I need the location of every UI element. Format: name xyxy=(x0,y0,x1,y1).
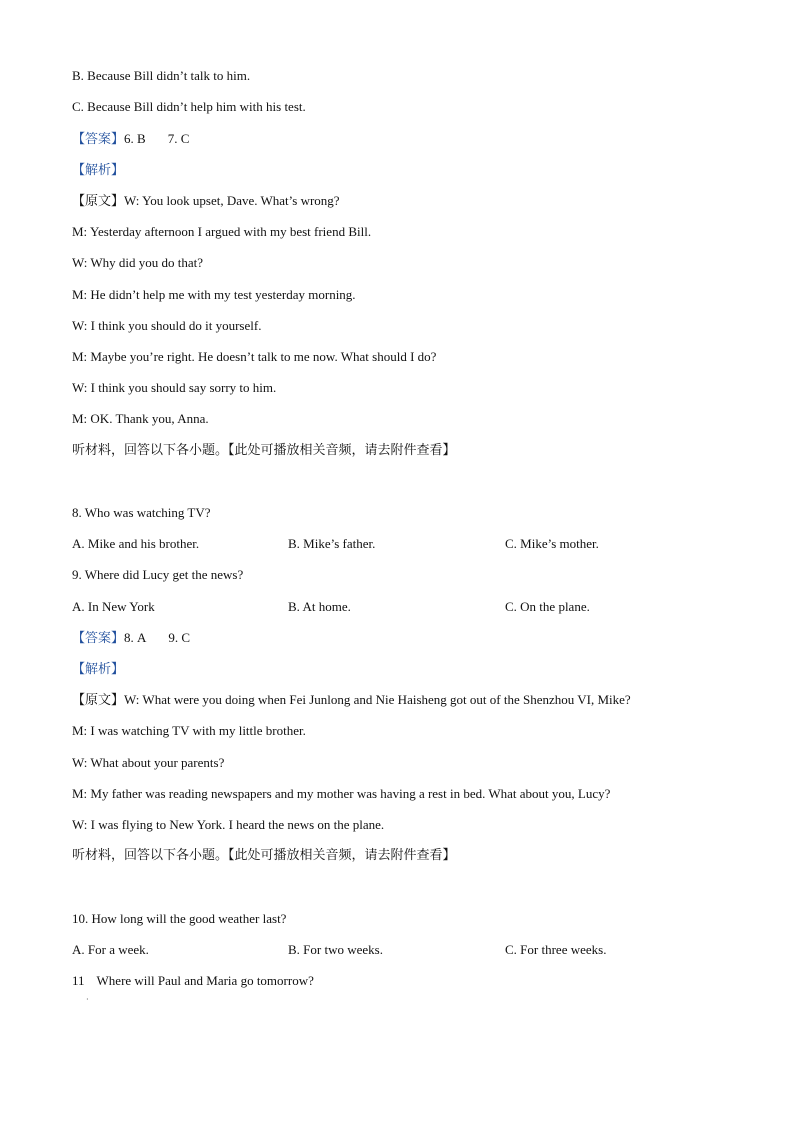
transcript-line: W: I think you should do it yourself. xyxy=(72,318,262,333)
answer-value: 8. A xyxy=(124,630,147,645)
transcript-line: M: Maybe you’re right. He doesn’t talk to me now. What should I do? xyxy=(72,349,437,364)
transcript-label: 【原文】 xyxy=(72,693,125,708)
question-11 xyxy=(72,973,314,989)
question-8-option-c: C. Mike’s mother. xyxy=(505,536,599,551)
transcript-text: W: You look upset, Dave. What’s wrong? xyxy=(124,193,340,208)
transcript-text: W: What were you doing when Fei Junlong and Nie Haisheng got out of the Shenzhou VI, Mike? xyxy=(124,692,631,707)
transcript-line: W: I think you should say sorry to him. xyxy=(72,380,277,395)
stray-dot: · xyxy=(86,995,89,1004)
question-9-option-a: A. In New York xyxy=(72,599,155,614)
answer-block-1 xyxy=(72,131,189,148)
question-9-option-b: B. At home. xyxy=(288,599,351,614)
listening-instruction: 听材料，回答以下各小题。【此处可播放相关音频，请去附件查看】 xyxy=(72,848,456,863)
question-10-option-b: B. For two weeks. xyxy=(288,942,383,957)
question-10-option-c: C. For three weeks. xyxy=(505,942,607,957)
transcript-first-line xyxy=(72,692,631,709)
transcript-line: W: I was flying to New York. I heard the news on the plane. xyxy=(72,817,385,832)
analysis-block-1 xyxy=(72,162,124,179)
analysis-label: 【解析】 xyxy=(72,163,125,178)
transcript-line: W: Why did you do that? xyxy=(72,255,204,270)
transcript-line: W: What about your parents? xyxy=(72,755,225,770)
transcript-line: M: He didn’t help me with my test yesterday morning. xyxy=(72,287,356,302)
analysis-block-2 xyxy=(72,661,124,678)
transcript-label: 【原文】 xyxy=(72,194,125,209)
answer-label: 【答案】 xyxy=(72,631,125,646)
transcript-line: M: My father was reading newspapers and my mother was having a rest in bed. What about you, Lucy? xyxy=(72,786,611,801)
listening-instruction: 听材料，回答以下各小题。【此处可播放相关音频，请去附件查看】 xyxy=(72,443,456,458)
question-9: 9. Where did Lucy get the news? xyxy=(72,567,244,582)
question-11-number: 11 xyxy=(72,973,85,988)
transcript-line: M: I was watching TV with my little brother. xyxy=(72,723,306,738)
answer-value: 6. B xyxy=(124,131,146,146)
answer-value: 7. C xyxy=(167,131,190,146)
option-line-b: B. Because Bill didn’t talk to him. xyxy=(72,68,251,83)
answer-label: 【答案】 xyxy=(72,132,125,147)
question-8-option-a: A. Mike and his brother. xyxy=(72,536,200,551)
question-9-option-c: C. On the plane. xyxy=(505,599,590,614)
question-8-option-b: B. Mike’s father. xyxy=(288,536,376,551)
analysis-label: 【解析】 xyxy=(72,662,125,677)
question-11-text: Where will Paul and Maria go tomorrow? xyxy=(96,973,314,988)
question-10: 10. How long will the good weather last? xyxy=(72,911,287,926)
transcript-line: M: Yesterday afternoon I argued with my best friend Bill. xyxy=(72,224,372,239)
answer-value: 9. C xyxy=(168,630,191,645)
option-line-c: C. Because Bill didn’t help him with his test. xyxy=(72,99,306,114)
question-10-option-a: A. For a week. xyxy=(72,942,149,957)
question-8: 8. Who was watching TV? xyxy=(72,505,211,520)
transcript-line: M: OK. Thank you, Anna. xyxy=(72,411,209,426)
answer-block-2 xyxy=(72,630,190,647)
transcript-first-line xyxy=(72,193,340,210)
